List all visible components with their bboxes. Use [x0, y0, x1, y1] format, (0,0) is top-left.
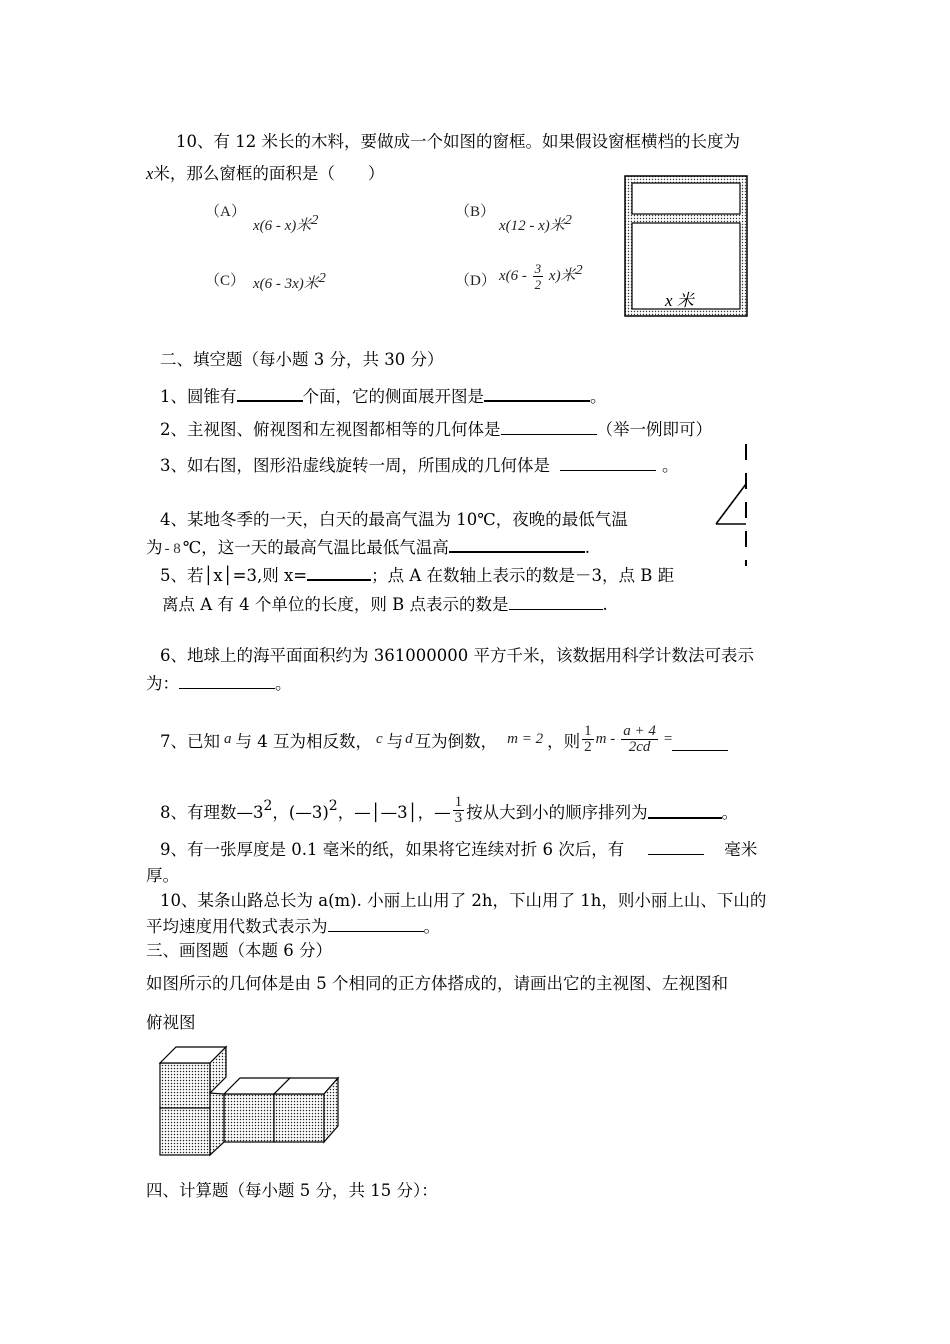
answer-blank[interactable]: [179, 673, 275, 689]
fill-q2: 2、主视图、俯视图和左视图都相等的几何体是 （举一例即可）: [160, 420, 712, 439]
section3-desc-line2: 俯视图: [146, 1013, 196, 1032]
cube-solid-figure: [158, 1043, 338, 1158]
fill-q1: 1、圆锥有 个面，它的侧面展开图是 。: [160, 387, 607, 406]
fill-q7: 7、已知 a 与 4 互为相反数， c 与 d 互为倒数， m = 2 ，则 $\frac{1}{2}$ m - $\frac{a + 4}{2cd}$ =: [160, 724, 728, 755]
fill-q6-line2: 为： 。: [146, 674, 292, 693]
fill-q9-line2: 厚。: [146, 866, 179, 885]
section3-title: 三、画图题（本题 6 分）: [146, 941, 332, 960]
fill-q10-line2: 平均速度用代数式表示为 。: [146, 917, 440, 936]
q10-option-a: （A）: [205, 204, 246, 220]
fill-q4-line1: 4、某地冬季的一天，白天的最高气温为 10℃，夜晚的最低气温: [160, 510, 628, 529]
q10-option-c: （C）: [205, 273, 246, 289]
q10-line2: x米，那么窗框的面积是（ ）: [146, 164, 385, 183]
answer-blank[interactable]: [501, 419, 597, 435]
window-width-label: x 米: [665, 291, 694, 310]
section4-title: 四、计算题（每小题 5 分，共 15 分）：: [146, 1181, 438, 1200]
q10-option-a-expr: x(6 - x)米$^2$: [253, 213, 319, 234]
answer-blank[interactable]: [672, 735, 728, 751]
q10-option-b-expr: x(12 - x)米$^2$: [499, 213, 572, 234]
rotation-figure: [712, 440, 752, 570]
q10-option-c-expr: x(6 - 3x)米$^2$: [253, 271, 326, 292]
answer-blank[interactable]: [449, 536, 585, 553]
q10-option-d-expr: x(6 - $\frac{3}{2}$ x)米$^2$: [499, 261, 583, 292]
fill-q5-line1: 5、若│x│=3,则 x= ；点 A 在数轴上表示的数是－3，点 B 距: [160, 566, 675, 585]
answer-blank[interactable]: [484, 385, 590, 402]
answer-blank[interactable]: [328, 916, 424, 932]
fill-q9-line1: 9、有一张厚度是 0.1 毫米的纸，如果将它连续对折 6 次后，有 毫米: [160, 840, 758, 859]
fill-q5-line2: 离点 A 有 4 个单位的长度，则 B 点表示的数是 .: [162, 595, 608, 614]
q10-option-d: （D）: [455, 273, 496, 289]
fill-q8: 8、有理数—3 $^2$ ，(—3) $^2$ ，—│—3│，— $\frac{1}{3}$ 按从大到小的顺序排列为 。: [160, 794, 739, 826]
fill-q3: 3、如右图，图形沿虚线旋转一周，所围成的几何体是 。: [160, 456, 679, 475]
section3-desc-line1: 如图所示的几何体是由 5 个相同的正方体搭成的，请画出它的主视图、左视图和: [146, 974, 728, 993]
answer-blank[interactable]: [648, 802, 722, 819]
q10-option-b: （B）: [455, 204, 496, 220]
answer-blank[interactable]: [509, 594, 603, 610]
fill-q10-line1: 10、某条山路总长为 a(m). 小丽上山用了 2h，下山用了 1h，则小丽上山、下山的: [160, 891, 767, 910]
fill-q6-line1: 6、地球上的海平面面积约为 361000000 平方千米，该数据用科学计数法可表示: [160, 646, 754, 665]
q10-line1: 10、有 12 米长的木料，要做成一个如图的窗框。如果假设窗框横档的长度为: [176, 132, 740, 151]
section2-title: 二、填空题（每小题 3 分，共 30 分）: [160, 350, 444, 369]
fill-q4-line2: 为 - 8 ℃，这一天的最高气温比最低气温高 .: [146, 538, 590, 557]
answer-blank[interactable]: [648, 839, 704, 855]
answer-blank[interactable]: [237, 385, 303, 402]
answer-blank[interactable]: [307, 564, 371, 581]
answer-blank[interactable]: [560, 455, 656, 471]
